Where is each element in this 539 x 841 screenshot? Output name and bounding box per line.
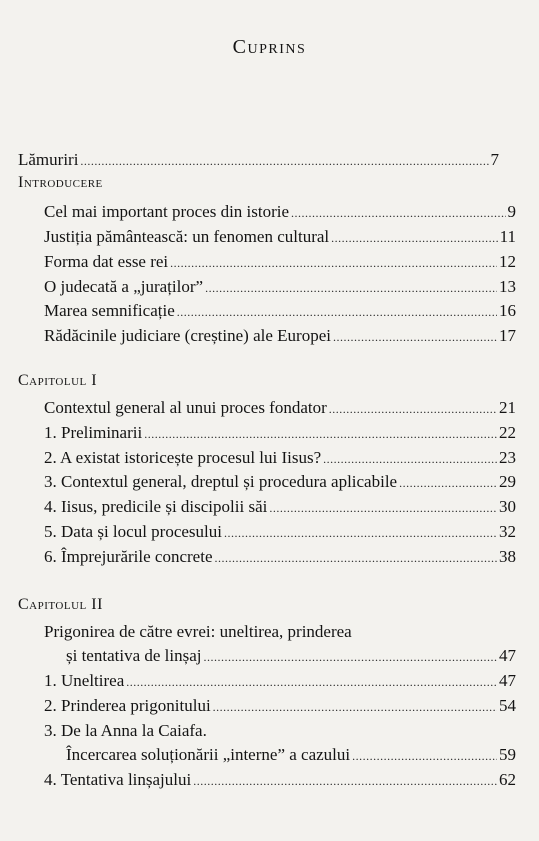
toc-entry[interactable]	[44, 227, 516, 248]
toc-entry-label: și tentativa de linșaj	[66, 646, 202, 665]
leader-dots	[170, 253, 497, 273]
toc-entry-label: 3. De la Anna la Caiafa.	[44, 721, 207, 740]
toc-entry-lamuriri[interactable]	[18, 150, 499, 171]
toc-entry[interactable]	[44, 301, 516, 322]
toc-entry[interactable]	[44, 277, 516, 298]
toc-entry-label: Rădăcinile judiciare (creștine) ale Europei	[44, 326, 331, 345]
toc-entry-label: 5. Data și locul procesului	[44, 522, 222, 541]
toc-entry[interactable]	[44, 671, 516, 692]
toc-entry[interactable]	[44, 326, 516, 347]
toc-entry-label: Justiția pământească: un fenomen cultural	[44, 227, 330, 246]
toc-entry-label: O judecată a „juraților”	[44, 277, 204, 296]
toc-entry-page: 30	[499, 497, 516, 516]
toc-entry[interactable]	[44, 696, 516, 717]
toc-entry[interactable]	[44, 398, 516, 419]
toc-entry-label: 1. Uneltirea	[44, 671, 125, 690]
toc-entry[interactable]	[44, 448, 516, 469]
toc-entry[interactable]	[44, 423, 516, 444]
toc-entry-page: 59	[499, 745, 516, 764]
leader-dots	[204, 647, 498, 667]
toc-entry[interactable]	[44, 497, 516, 518]
toc-entry-label: 3. Contextul general, dreptul și procedura aplicabile	[44, 472, 398, 491]
leader-dots	[352, 746, 497, 766]
toc-entry-page: 38	[499, 547, 516, 566]
leader-dots	[329, 399, 497, 419]
toc-entry-label: 2. A existat istoricește procesul lui Iisus?	[44, 448, 322, 467]
toc-entry-label: Încercarea soluționării „interne” a cazului	[66, 745, 351, 764]
leader-dots	[144, 424, 497, 444]
toc-entry-page: 22	[499, 423, 516, 442]
section-heading-capitolul-2: Capitolul II	[18, 596, 103, 613]
leader-dots	[224, 523, 497, 543]
toc-entry-page: 7	[490, 150, 499, 169]
toc-entry-page: 16	[499, 301, 516, 320]
section-heading-capitolul-1: Capitolul I	[18, 372, 98, 389]
toc-entry-page: 47	[499, 646, 516, 665]
toc-entry-label: Cel mai important proces din istorie	[44, 202, 290, 221]
leader-dots	[126, 672, 497, 692]
toc-entry[interactable]	[44, 202, 516, 223]
leader-dots	[215, 548, 498, 568]
leader-dots	[291, 203, 505, 223]
toc-entry-page: 9	[507, 202, 516, 221]
toc-entry-page: 32	[499, 522, 516, 541]
leader-dots	[177, 302, 497, 322]
toc-entry-page: 47	[499, 671, 516, 690]
toc-entry[interactable]	[66, 646, 516, 667]
leader-dots	[193, 771, 497, 791]
toc-entry-page: 21	[499, 398, 516, 417]
toc-entry-page: 29	[499, 472, 516, 491]
toc-entry-page: 11	[499, 227, 516, 246]
leader-dots	[333, 327, 497, 347]
leader-dots	[399, 473, 497, 493]
toc-entry-page: 54	[499, 696, 516, 715]
toc-entry[interactable]	[44, 522, 516, 543]
toc-entry-page: 23	[499, 448, 516, 467]
toc-entry[interactable]	[66, 745, 516, 766]
toc-entry-label: Lămuriri	[18, 150, 79, 169]
leader-dots	[331, 228, 498, 248]
toc-entry-label: 4. Iisus, predicile și discipolii săi	[44, 497, 268, 516]
toc-entry-label: Forma dat esse rei	[44, 252, 169, 271]
toc-entry-label: 1. Preliminarii	[44, 423, 143, 442]
toc-entry-label: 6. Împrejurările concrete	[44, 547, 213, 566]
toc-entry-label: 4. Tentativa linșajului	[44, 770, 192, 789]
toc-entry-label: 2. Prinderea prigonitului	[44, 696, 211, 715]
toc-entry-label: Contextul general al unui proces fondator	[44, 398, 327, 417]
section-heading-introducere: Introducere	[18, 174, 103, 191]
page-title: Cuprins	[232, 36, 307, 58]
toc-entry[interactable]	[44, 472, 516, 493]
leader-dots	[205, 278, 497, 298]
toc-entry-label: Marea semnificație	[44, 301, 175, 320]
toc-entry-page: 12	[499, 252, 516, 271]
leader-dots	[269, 498, 497, 518]
toc-entry-label: Prigonirea de către evrei: uneltirea, prinderea	[44, 622, 352, 641]
toc-entry-page: 13	[499, 277, 516, 296]
toc-entry[interactable]	[44, 252, 516, 273]
toc-entry[interactable]	[44, 770, 516, 791]
toc-entry[interactable]	[44, 547, 516, 568]
leader-dots	[323, 449, 497, 469]
toc-entry-page: 17	[499, 326, 516, 345]
leader-dots	[80, 151, 488, 171]
toc-entry-page: 62	[499, 770, 516, 789]
leader-dots	[213, 697, 497, 717]
